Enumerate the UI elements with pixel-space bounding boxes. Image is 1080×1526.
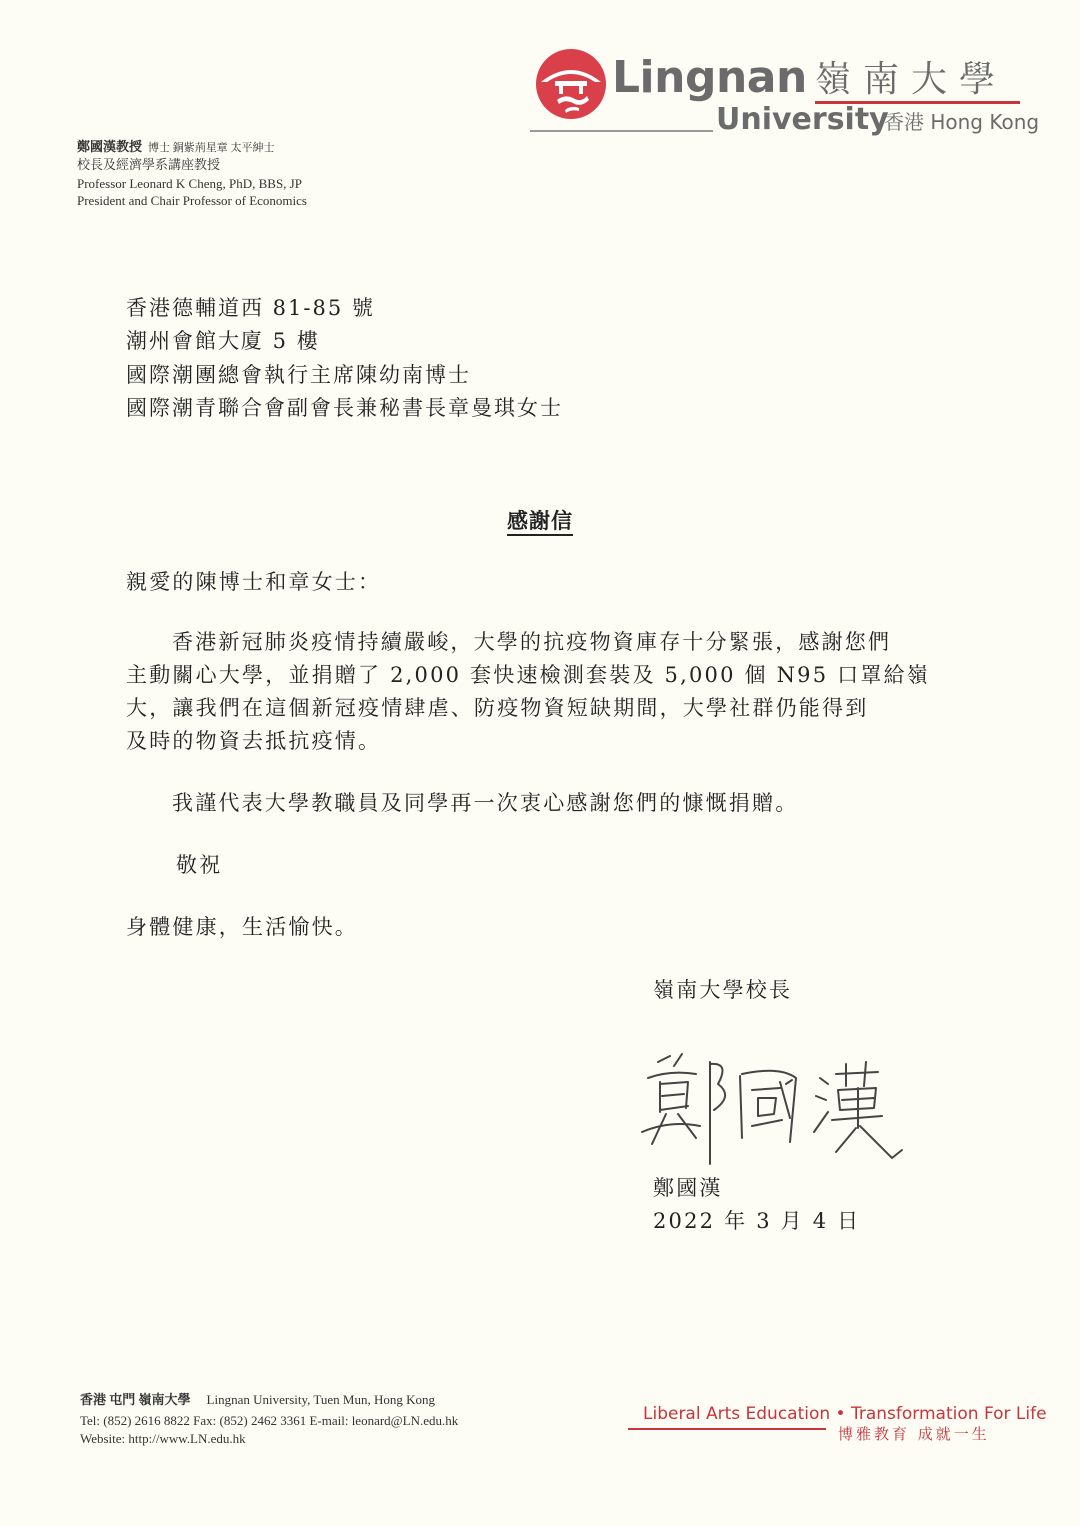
logo-gray-rule bbox=[530, 130, 713, 132]
para1-line-2: 主動關心大學，並捐贈了 2,000 套快速檢測套裝及 5,000 個 N95 口罩給嶺 bbox=[126, 663, 930, 687]
para1-line-1: 香港新冠肺炎疫情持續嚴峻，大學的抗疫物資庫存十分緊張，感謝您們 bbox=[172, 630, 892, 654]
sender-name-en: Professor Leonard K Cheng, PhD, BBS, JP bbox=[77, 176, 302, 191]
sender-title-zh: 校長及經濟學系講座教授 bbox=[77, 157, 221, 172]
para2: 我謹代表大學教職員及同學再一次衷心感謝您們的慷慨捐贈。 bbox=[172, 791, 799, 815]
footer-slogan-rule bbox=[628, 1428, 826, 1430]
logo-name-university: University bbox=[716, 102, 889, 137]
letter-title-text: 感謝信 bbox=[507, 508, 573, 536]
recipient-line-2: 潮州會館大廈 5 樓 bbox=[126, 329, 320, 353]
letter-title bbox=[0, 505, 1080, 535]
footer-address-en: Lingnan University, Tuen Mun, Hong Kong bbox=[206, 1392, 435, 1407]
salutation: 親愛的陳博士和章女士： bbox=[126, 570, 382, 594]
logo-location: 香港 Hong Kong bbox=[884, 110, 1040, 134]
closing-wishes: 身體健康，生活愉快。 bbox=[126, 915, 358, 939]
signer-name: 鄭國漢 bbox=[653, 1176, 723, 1200]
recipient-line-1: 香港德輔道西 81-85 號 bbox=[126, 296, 375, 320]
footer-website: Website: http://www.LN.edu.hk bbox=[80, 1431, 246, 1446]
footer-address-zh: 香港 屯門 嶺南大學 bbox=[80, 1392, 191, 1407]
footer-slogan-en: Liberal Arts Education • Transformation For Life bbox=[643, 1404, 1047, 1424]
sender-name-zh-line bbox=[77, 138, 275, 157]
letter-date: 2022 年 3 月 4 日 bbox=[653, 1209, 861, 1233]
logo-name-chinese: 嶺南大學 bbox=[815, 59, 1008, 100]
para1-line-4: 及時的物資去抵抗疫情。 bbox=[126, 729, 382, 753]
sender-name-zh: 鄭國漢教授 bbox=[77, 139, 143, 154]
para1-line-3: 大，讓我們在這個新冠疫情肆虐、防疫物資短缺期間，大學社群仍能得到 bbox=[126, 696, 869, 720]
handwritten-signature bbox=[630, 1040, 910, 1170]
sender-title-en: President and Chair Professor of Economics bbox=[77, 193, 307, 208]
recipient-line-3: 國際潮團總會執行主席陳幼南博士 bbox=[126, 363, 471, 387]
recipient-line-4: 國際潮青聯合會副會長兼秘書長章曼琪女士 bbox=[126, 396, 563, 420]
logo-name-lingnan: Lingnan bbox=[612, 52, 807, 103]
signer-title: 嶺南大學校長 bbox=[653, 978, 793, 1002]
footer-slogan-zh: 博雅教育 成就一生 bbox=[838, 1425, 990, 1443]
closing-respect: 敬祝 bbox=[176, 853, 223, 877]
sender-honours-zh: 博士 銅紫荊星章 太平紳士 bbox=[148, 142, 275, 154]
footer-address bbox=[80, 1391, 435, 1409]
footer-contact: Tel: (852) 2616 8822 Fax: (852) 2462 3361 E-mail: leonard@LN.edu.hk bbox=[80, 1413, 459, 1428]
lingnan-emblem-icon bbox=[535, 48, 607, 120]
